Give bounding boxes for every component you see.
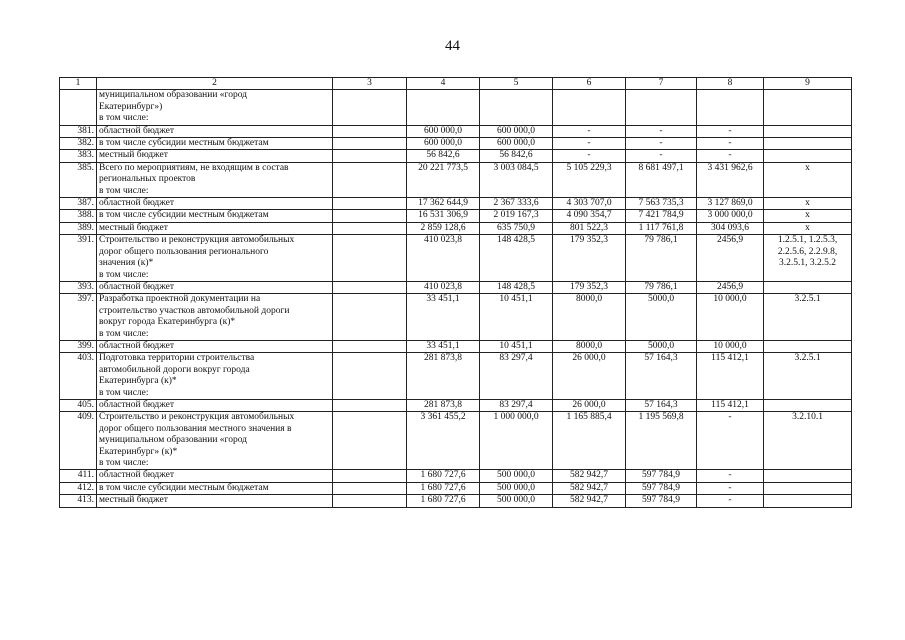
description-line: областной бюджет [99, 198, 175, 209]
target-code-line: 2.2.5.6, 2.2.9.8, [777, 246, 838, 257]
table-row [60, 222, 852, 234]
value-cell: 410 023,8 [407, 235, 480, 282]
column-header: 2 [97, 78, 333, 90]
value-cell: 500 000,0 [480, 470, 553, 482]
row-number-cell: 381. [60, 125, 97, 137]
target-code-cell [764, 125, 852, 137]
value-cell: 179 352,3 [553, 235, 626, 282]
column-header: 5 [480, 78, 553, 90]
value-cell: 1 680 727,6 [407, 482, 480, 494]
table-row [60, 125, 852, 137]
row-number-cell: 405. [60, 399, 97, 411]
description-line: Подготовка территории строительства [99, 353, 255, 364]
table-row [60, 210, 852, 222]
col3-cell [333, 198, 407, 210]
row-description-cell [97, 412, 333, 470]
target-code-line: 3.2.5.1 [794, 353, 821, 364]
value-cell: - [697, 482, 764, 494]
col3-cell [333, 90, 407, 125]
value-cell: 179 352,3 [553, 281, 626, 293]
column-header: 8 [697, 78, 764, 90]
row-description-cell [97, 162, 333, 197]
col3-cell [333, 281, 407, 293]
value-cell: 597 784,9 [626, 470, 697, 482]
value-cell: 148 428,5 [480, 235, 553, 282]
description-line: местный бюджет [99, 495, 168, 506]
value-cell: 801 522,3 [553, 222, 626, 234]
value-cell: 2 859 128,6 [407, 222, 480, 234]
target-code-cell [764, 235, 852, 282]
value-cell: 600 000,0 [407, 138, 480, 150]
value-cell: 26 000,0 [553, 353, 626, 400]
value-cell: 56 842,6 [407, 150, 480, 162]
col3-cell [333, 470, 407, 482]
row-description-cell [97, 281, 333, 293]
value-cell [626, 90, 697, 125]
table-row [60, 399, 852, 411]
value-cell: 1 165 885,4 [553, 412, 626, 470]
column-header: 4 [407, 78, 480, 90]
row-number-cell: 385. [60, 162, 97, 197]
value-cell: 57 164,3 [626, 353, 697, 400]
col3-cell [333, 412, 407, 470]
column-header: 9 [764, 78, 852, 90]
target-code-cell [764, 482, 852, 494]
description-line: Разработка проектной документации на [99, 294, 261, 305]
value-cell: - [697, 470, 764, 482]
value-cell: 10 451,1 [480, 294, 553, 341]
row-number-cell: 411. [60, 470, 97, 482]
description-line: областной бюджет [99, 470, 175, 481]
value-cell: 600 000,0 [407, 125, 480, 137]
target-code-cell [764, 150, 852, 162]
target-code-line: 3.2.5.1 [794, 294, 821, 305]
row-description-cell [97, 294, 333, 341]
value-cell: 582 942,7 [553, 470, 626, 482]
description-line: областной бюджет [99, 125, 175, 136]
value-cell: 5 105 229,3 [553, 162, 626, 197]
row-number-cell: 391. [60, 235, 97, 282]
target-code-cell [764, 138, 852, 150]
target-code-cell [764, 294, 852, 341]
target-code-cell [764, 495, 852, 507]
row-description-cell [97, 495, 333, 507]
description-line: дорог общего пользования регионального [99, 246, 269, 257]
value-cell: 8000,0 [553, 340, 626, 352]
col3-cell [333, 495, 407, 507]
value-cell: 16 531 306,9 [407, 210, 480, 222]
value-cell: 33 451,1 [407, 340, 480, 352]
value-cell: 500 000,0 [480, 482, 553, 494]
value-cell: - [697, 125, 764, 137]
description-line: вокруг города Екатеринбурга (к)* [99, 317, 236, 328]
value-cell: 635 750,9 [480, 222, 553, 234]
col3-cell [333, 294, 407, 341]
value-cell: 2456,9 [697, 281, 764, 293]
value-cell: 304 093,6 [697, 222, 764, 234]
value-cell: 2 019 167,3 [480, 210, 553, 222]
value-cell: - [697, 495, 764, 507]
table-row [60, 162, 852, 197]
target-code-cell [764, 353, 852, 400]
value-cell: 8000,0 [553, 294, 626, 341]
row-number-cell: 399. [60, 340, 97, 352]
row-number-cell: 382. [60, 138, 97, 150]
description-line: дорог общего пользования местного значения в [99, 423, 292, 434]
value-cell: 597 784,9 [626, 495, 697, 507]
row-number-cell: 389. [60, 222, 97, 234]
table-row [60, 353, 852, 400]
column-header: 3 [333, 78, 407, 90]
col3-cell [333, 162, 407, 197]
table-body [60, 78, 852, 508]
column-header: 6 [553, 78, 626, 90]
value-cell: 2 367 333,6 [480, 198, 553, 210]
description-line: в том числе: [99, 458, 149, 468]
value-cell: - [697, 150, 764, 162]
value-cell: 10 000,0 [697, 340, 764, 352]
value-cell: 148 428,5 [480, 281, 553, 293]
target-code-cell [764, 162, 852, 197]
description-line: в том числе: [99, 185, 149, 196]
value-cell: 115 412,1 [697, 353, 764, 400]
col3-cell [333, 482, 407, 494]
description-line: автомобильной дороги вокруг города [99, 364, 250, 375]
column-header: 1 [60, 78, 97, 90]
description-line: областной бюджет [99, 340, 175, 351]
table-row [60, 482, 852, 494]
description-line: муниципальном образовании «город [99, 90, 248, 101]
table-row [60, 412, 852, 470]
target-code-cell [764, 340, 852, 352]
value-cell: 5000,0 [626, 340, 697, 352]
row-number-cell: 397. [60, 294, 97, 341]
row-description-cell [97, 353, 333, 400]
value-cell: 5000,0 [626, 294, 697, 341]
col3-cell [333, 150, 407, 162]
table-row [60, 138, 852, 150]
value-cell: 3 361 455,2 [407, 412, 480, 470]
value-cell: 281 873,8 [407, 399, 480, 411]
row-number-cell [60, 90, 97, 125]
row-number-cell: 409. [60, 412, 97, 470]
target-code-line: 1.2.5.1, 1.2.5.3, [777, 235, 838, 246]
row-description-cell [97, 210, 333, 222]
value-cell: 582 942,7 [553, 482, 626, 494]
row-description-cell [97, 198, 333, 210]
row-description-cell [97, 138, 333, 150]
table-row [60, 198, 852, 210]
row-description-cell [97, 470, 333, 482]
value-cell: 4 303 707,0 [553, 198, 626, 210]
value-cell: 57 164,3 [626, 399, 697, 411]
value-cell: 26 000,0 [553, 399, 626, 411]
row-number-cell: 403. [60, 353, 97, 400]
description-line: Екатеринбург» (к)* [99, 446, 178, 457]
row-number-cell: 383. [60, 150, 97, 162]
description-line: муниципальном образовании «город [99, 435, 248, 446]
row-number-cell: 387. [60, 198, 97, 210]
target-code-cell [764, 210, 852, 222]
col3-cell [333, 138, 407, 150]
value-cell: 79 786,1 [626, 281, 697, 293]
row-number-cell: 388. [60, 210, 97, 222]
row-description-cell [97, 235, 333, 282]
target-code-cell [764, 281, 852, 293]
description-line: региональных проектов [99, 174, 196, 185]
value-cell: 1 000 000,0 [480, 412, 553, 470]
value-cell: 83 297,4 [480, 399, 553, 411]
row-number-cell: 393. [60, 281, 97, 293]
value-cell: 4 090 354,7 [553, 210, 626, 222]
value-cell: - [626, 150, 697, 162]
value-cell: 281 873,8 [407, 353, 480, 400]
value-cell: - [626, 138, 697, 150]
description-line: областной бюджет [99, 399, 175, 410]
value-cell: 1 117 761,8 [626, 222, 697, 234]
description-line: местный бюджет [99, 150, 168, 161]
target-code-cell [764, 90, 852, 125]
value-cell: 8 681 497,1 [626, 162, 697, 197]
target-code-cell [764, 399, 852, 411]
value-cell: 7 563 735,3 [626, 198, 697, 210]
value-cell: 410 023,8 [407, 281, 480, 293]
value-cell: 1 680 727,6 [407, 470, 480, 482]
value-cell: 600 000,0 [480, 138, 553, 150]
description-line: значения (к)* [99, 258, 154, 269]
row-description-cell [97, 399, 333, 411]
col3-cell [333, 235, 407, 282]
target-code-line: 3.2.5.1, 3.2.5.2 [779, 258, 836, 269]
table-row [60, 294, 852, 341]
value-cell: 33 451,1 [407, 294, 480, 341]
description-line: в том числе: [99, 328, 149, 339]
target-code-line: х [805, 222, 810, 233]
row-description-cell [97, 150, 333, 162]
row-description-cell [97, 90, 333, 125]
target-code-line: х [805, 198, 810, 209]
value-cell: 1 195 569,8 [626, 412, 697, 470]
col3-cell [333, 353, 407, 400]
value-cell: 1 680 727,6 [407, 495, 480, 507]
table-row [60, 470, 852, 482]
value-cell [697, 90, 764, 125]
value-cell: 115 412,1 [697, 399, 764, 411]
target-code-line: х [805, 210, 810, 221]
col3-cell [333, 210, 407, 222]
value-cell: 79 786,1 [626, 235, 697, 282]
row-description-cell [97, 222, 333, 234]
col3-cell [333, 125, 407, 137]
value-cell: 3 003 084,5 [480, 162, 553, 197]
value-cell: 56 842,6 [480, 150, 553, 162]
description-line: в том числе субсидии местным бюджетам [99, 138, 269, 149]
table-row [60, 281, 852, 293]
value-cell: 582 942,7 [553, 495, 626, 507]
value-cell: - [626, 125, 697, 137]
value-cell: 17 362 644,9 [407, 198, 480, 210]
description-line: Екатеринбурга (к)* [99, 376, 177, 387]
table-row [60, 495, 852, 507]
value-cell: 3 000 000,0 [697, 210, 764, 222]
description-line: в том числе: [99, 113, 149, 124]
value-cell: - [697, 412, 764, 470]
value-cell: 7 421 784,9 [626, 210, 697, 222]
description-line: в том числе: [99, 269, 149, 280]
target-code-cell [764, 198, 852, 210]
col3-cell [333, 340, 407, 352]
value-cell: - [697, 138, 764, 150]
description-line: Всего по мероприятиям, не входящим в состав [99, 162, 289, 173]
table-row [60, 150, 852, 162]
row-description-cell [97, 125, 333, 137]
description-line: областной бюджет [99, 281, 175, 292]
budget-table [59, 77, 852, 508]
table-row [60, 90, 852, 125]
target-code-cell [764, 222, 852, 234]
value-cell: - [553, 150, 626, 162]
target-code-cell [764, 470, 852, 482]
value-cell: 500 000,0 [480, 495, 553, 507]
target-code-line: 3.2.10.1 [792, 412, 823, 423]
value-cell: - [553, 125, 626, 137]
description-line: местный бюджет [99, 222, 168, 233]
value-cell: 20 221 773,5 [407, 162, 480, 197]
description-line: Строительство и реконструкция автомобильных [99, 235, 295, 246]
target-code-cell [764, 412, 852, 470]
value-cell: 2456,9 [697, 235, 764, 282]
value-cell: - [553, 138, 626, 150]
value-cell [407, 90, 480, 125]
page-number: 44 [445, 38, 460, 54]
value-cell: 83 297,4 [480, 353, 553, 400]
value-cell: 597 784,9 [626, 482, 697, 494]
value-cell: 3 127 869,0 [697, 198, 764, 210]
description-line: Строительство и реконструкция автомобильных [99, 412, 295, 423]
row-number-cell: 412. [60, 482, 97, 494]
row-number-cell: 413. [60, 495, 97, 507]
value-cell: 10 451,1 [480, 340, 553, 352]
table-row [60, 235, 852, 282]
description-line: в том числе субсидии местным бюджетам [99, 482, 269, 493]
description-line: строительство участков автомобильной дороги [99, 305, 290, 316]
row-description-cell [97, 340, 333, 352]
row-description-cell [97, 482, 333, 494]
value-cell: 10 000,0 [697, 294, 764, 341]
value-cell: 600 000,0 [480, 125, 553, 137]
value-cell [480, 90, 553, 125]
col3-cell [333, 222, 407, 234]
table-row [60, 340, 852, 352]
value-cell [553, 90, 626, 125]
column-header-row [60, 78, 852, 90]
col3-cell [333, 399, 407, 411]
description-line: в том числе субсидии местным бюджетам [99, 210, 269, 221]
column-header: 7 [626, 78, 697, 90]
target-code-line: х [805, 162, 810, 173]
value-cell: 3 431 962,6 [697, 162, 764, 197]
description-line: Екатеринбург») [99, 101, 163, 112]
description-line: в том числе: [99, 387, 149, 398]
